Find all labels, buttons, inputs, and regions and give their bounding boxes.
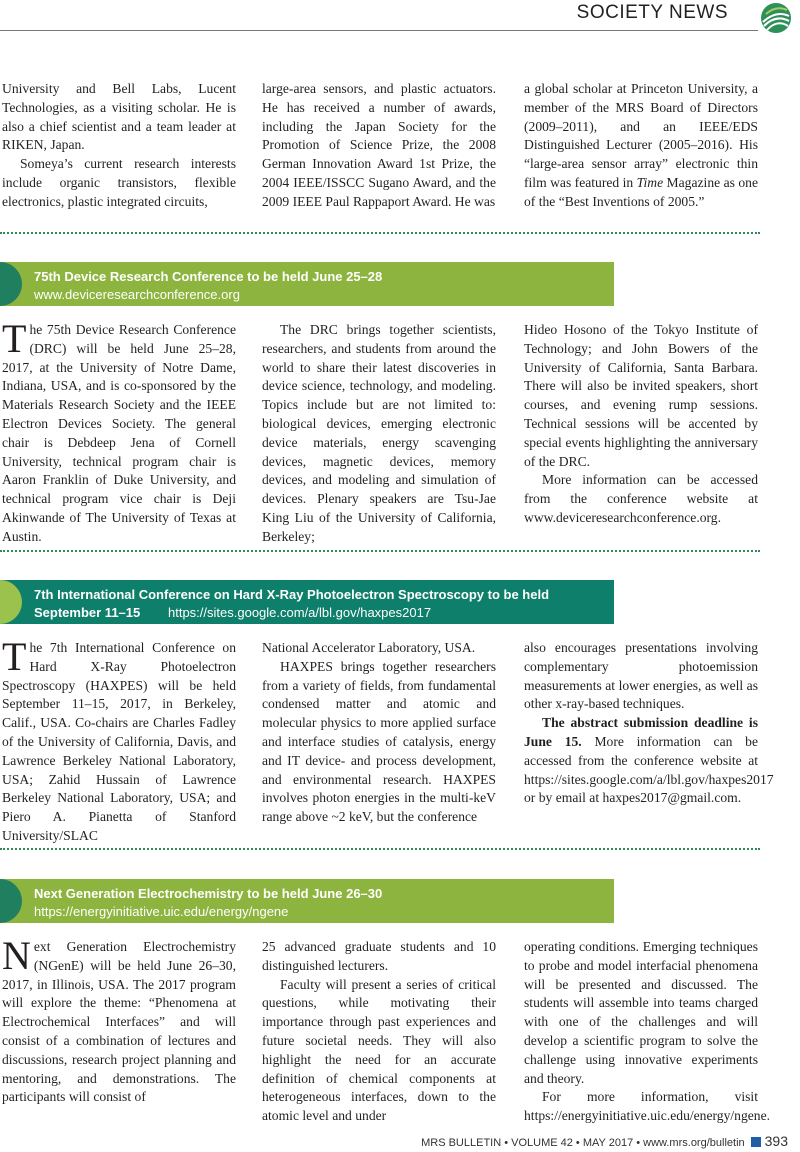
- intro-col3-text: [524, 80, 758, 212]
- page-footer: [421, 1133, 788, 1149]
- drc-column-2: [262, 321, 496, 547]
- drc-title: 75th Device Research Conference to be held June 25–28: [34, 269, 383, 284]
- haxpes-col1-text: [2, 634, 236, 846]
- ngene-col1-body: ext Generation Electrochemistry (NGenE) will be held June 26–30, 2017, in Illinois, USA. The 2017 program will explore the theme: “Phenomena at Electrochemical Interfaces” and will consist of a combination of lectures and discussions, research project planning and mentoring, and demonstrations. The participants will consist of: [2, 939, 236, 1105]
- intro-col3-text-b: Magazine as one of the “Best Inventions of 2005.”: [524, 174, 758, 209]
- intro-column-2: [262, 80, 496, 212]
- page-number: 393: [764, 1133, 788, 1149]
- intro-col2-text: large-area sensors, and plastic actuators. He has received a number of awards, including the Japan Society for the Promotion of Science Prize, the 2008 German Innovation Award 1st Prize, the 2004 IEEE/ISSCC Sugano Award, and the 2009 IEEE Paul Rappaport Award. He was: [262, 81, 496, 209]
- haxpes-title: 7th International Conference on Hard X-Ray Photoelectron Spectroscopy to be held: [34, 587, 550, 602]
- haxpes-col2-para2: HAXPES brings together researchers from a variety of fields, from fundamental condensed matter and atomic and molecular physics to more applied surface and interface studies of catalysis, energy and IT device- and process development, and environmental research. HAXPES involves photon energies in the multi-keV range above ~2 keV, but the conference: [262, 658, 496, 825]
- haxpes-column-2: [262, 639, 496, 827]
- mrs-logo-icon: [760, 2, 792, 34]
- ngene-banner: [0, 879, 614, 923]
- haxpes-col3-para2: [524, 714, 774, 808]
- ngene-col2-para1: 25 advanced graduate students and 10 distinguished lecturers.: [262, 939, 496, 973]
- drop-cap: N: [2, 933, 31, 978]
- banner-tab: [0, 879, 22, 923]
- drop-cap: T: [2, 316, 27, 361]
- intro-col1-para1: University and Bell Labs, Lucent Technologies, as a visiting scholar. He is also a chief scientist and a team leader at RIKEN, Japan.: [2, 81, 236, 153]
- ngene-col2-para2: Faculty will present a series of critical questions, while motivating their importance through past experiences and future societal needs. They will also highlight the need for an accurate definition of chemical components at heterogeneous interfaces, down to the atomic level and under: [262, 976, 496, 1124]
- haxpes-col2-para1: National Accelerator Laboratory, USA.: [262, 640, 476, 655]
- section-title: SOCIETY NEWS: [576, 2, 728, 23]
- drc-col1-body: he 75th Device Research Conference (DRC) will be held June 25–28, 2017, at the University of Notre Dame, Indiana, USA, and is co-sponsored by the Materials Research Society and the IEEE Electron Devices Society. The general chair is Debdeep Jena of Cornell University, technical program chair is Aaron Franklin of Duke University, and technical program vice chair is Deji Akinwande of The University of Texas at Austin.: [2, 322, 236, 544]
- intro-col1-para2: Someya’s current research interests include organic transistors, flexible electronics, plastic integrated circuits,: [2, 156, 236, 209]
- drc-banner: [0, 262, 614, 306]
- intro-column-1: [2, 80, 236, 212]
- haxpes-column-3: [524, 639, 774, 808]
- abstract-deadline: The abstract submission deadline is June 15.: [524, 715, 758, 749]
- ngene-column-2: [262, 938, 496, 1126]
- ngene-col3-para1: operating conditions. Emerging techniques to probe and model interfacial phenomena will be presented and discussed. The students will assemble into teams charged with one of the challenges and will develop a scientific program to solve the challenge using innovative experiments and theory.: [524, 939, 758, 1086]
- drc-col1-text: [2, 316, 236, 547]
- drc-url[interactable]: www.deviceresearchconference.org: [34, 287, 240, 302]
- ngene-title: Next Generation Electrochemistry to be held June 26–30: [34, 886, 383, 901]
- haxpes-col1-body: he 7th International Conference on Hard X-Ray Photoelectron Spectroscopy (HAXPES) will be held September 11–15, 2017, in Berkeley, Calif., USA. Co-chairs are Charles Fadley of the University of California, Davis, and Lawrence Berkeley National Laboratory, USA; Zahid Hussain of Lawrence Berkeley National Laboratory, USA; and Piero A. Pianetta of Stanford University/SLAC: [2, 640, 236, 843]
- haxpes-dates: September 11–15: [34, 605, 141, 620]
- header-rule: [0, 30, 758, 31]
- journal-info: MRS BULLETIN • VOLUME 42 • MAY 2017 • www.mrs.org/bulletin: [421, 1137, 745, 1149]
- intro-column-3: [524, 80, 758, 212]
- section-divider: [0, 232, 760, 234]
- section-divider: [0, 550, 760, 552]
- haxpes-col3-rest: More information can be accessed from the conference website at https://sites.google.com/a/lbl.gov/haxpes2017 or by email at haxpes2017@gmail.com.: [524, 733, 774, 806]
- section-divider: [0, 848, 760, 850]
- ngene-url[interactable]: https://energyinitiative.uic.edu/energy/ngene: [34, 904, 289, 919]
- drc-col3-para1: Hideo Hosono of the Tokyo Institute of Technology; and John Bowers of the University of California, Santa Barbara. There will also be invited speakers, short courses, and evening rump sessions. Technical sessions will be accented by special events highlighting the anniversary of the DRC.: [524, 322, 758, 469]
- haxpes-column-1: [2, 634, 236, 846]
- time-magazine-italic: Time: [636, 174, 664, 190]
- ngene-column-3: [524, 938, 771, 1126]
- ngene-col3-para2: For more information, visit https://energyinitiative.uic.edu/energy/ngene.: [524, 1089, 771, 1124]
- haxpes-banner: [0, 580, 614, 624]
- footer-square-icon: [751, 1137, 761, 1147]
- ngene-col1-text: [2, 933, 236, 1107]
- ngene-column-1: [2, 933, 236, 1107]
- drc-col2-text: The DRC brings together scientists, researchers, and students from around the world to share their latest discoveries in device science, technology, and modeling. Topics include but are not limited to: biological devices, emerging electronic device materials, energy scavenging devices, magnetic devices, memory devices, and modeling and simulation of devices. Plenary speakers are Tsu-Jae King Liu of the University of California, Berkeley;: [262, 322, 496, 544]
- drc-col3-para2: More information can be accessed from the conference website at www.deviceresearchconference.org.: [524, 472, 758, 525]
- intro-col3-text-a: a global scholar at Princeton University, a member of the MRS Board of Directors (2009–2011), and an IEEE/EDS Distinguished Lecturer (2005–2016). His “large-area sensor array” electronic thin film was featured in: [524, 81, 758, 190]
- banner-tab: [0, 580, 22, 624]
- haxpes-col3-para1: also encourages presentations involving complementary photoemission measurements at lower energies, as well as other x-ray-based techniques.: [524, 640, 758, 712]
- banner-tab: [0, 262, 22, 306]
- haxpes-url[interactable]: https://sites.google.com/a/lbl.gov/haxpes2017: [168, 605, 432, 620]
- drop-cap: T: [2, 634, 27, 679]
- drc-column-1: [2, 316, 236, 547]
- drc-column-3: [524, 321, 758, 528]
